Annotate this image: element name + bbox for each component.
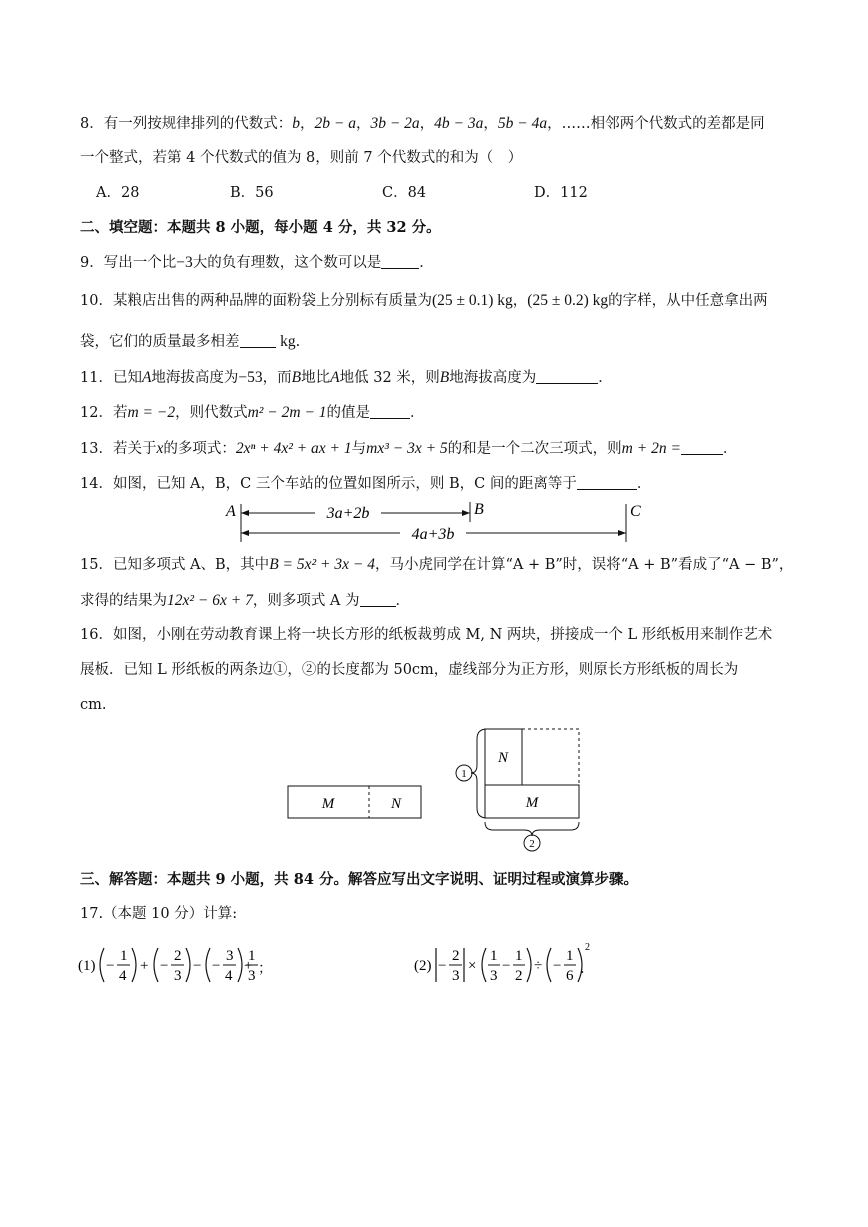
svg-text:2: 2: [529, 838, 535, 850]
svg-text:3: 3: [248, 968, 256, 984]
q16-line1: 16．如图，小刚在劳动教育课上将一块长方形的纸板裁剪成 M, N 两块，拼接成一个 L 形纸板用来制作艺术: [80, 627, 773, 643]
answer-blank: [577, 475, 637, 490]
arrow-left-icon: [241, 530, 249, 536]
label-bottom: 4a+3b: [411, 526, 455, 543]
point-a: A: [226, 503, 236, 520]
dashed-square: [522, 729, 579, 785]
svg-text:4: 4: [225, 968, 233, 984]
svg-text:3: 3: [452, 968, 460, 984]
q10-line1: 10．某粮店出售的两种品牌的面粉袋上分别标有质量为(25 ± 0.1) kg，(25 ± 0.2) kg的字样，从中任意拿出两: [80, 292, 768, 309]
q8-option-a: A．28: [96, 185, 140, 201]
brace-bottom: [485, 822, 579, 836]
section-3-heading: 三、解答题：本题共 9 小题，共 84 分。解答应写出文字说明、证明过程或演算步骤。: [80, 871, 638, 888]
q17-part2-end: .: [580, 961, 585, 977]
svg-text:6: 6: [566, 968, 574, 984]
svg-text:1: 1: [515, 948, 523, 964]
svg-text:−: −: [438, 958, 447, 974]
svg-text:−: −: [160, 958, 169, 974]
svg-text:+: +: [140, 958, 149, 974]
board-rect: [288, 786, 421, 818]
q16-board-diagram: [280, 722, 600, 852]
svg-text:−: −: [193, 958, 202, 974]
svg-text:÷: ÷: [534, 958, 543, 974]
q15-line1: 15．已知多项式 A、B，其中B = 5x² + 3x − 4，马小虎同学在计算“A + B”时，误将“A + B”看成了“A − B”，: [80, 556, 794, 573]
point-c: C: [630, 503, 641, 520]
svg-text:(1): (1): [78, 958, 96, 974]
svg-text:−: −: [106, 958, 115, 974]
arrow-left-icon: [241, 510, 249, 516]
answer-blank: [240, 333, 276, 348]
l-m-label: M: [525, 795, 539, 811]
answer-blank: [381, 254, 419, 269]
q17-title: 17.（本题 10 分）计算:: [80, 906, 238, 922]
svg-text:3: 3: [226, 948, 234, 964]
piece-m-label: M: [321, 796, 335, 812]
answer-blank: [536, 369, 598, 384]
q10-line2: 袋，它们的质量最多相差 kg.: [80, 333, 301, 350]
svg-text:+: +: [244, 958, 253, 974]
q17-part1-end: ；: [258, 961, 273, 977]
q12: 12．若m = −2，则代数式m² − 2m − 1的值是 ．: [80, 404, 425, 421]
arrow-right-icon: [618, 530, 626, 536]
q17-part1-expression: [78, 940, 278, 990]
answer-blank: [360, 592, 396, 607]
q8-line1: 8．有一列按规律排列的代数式：b，2b − a，3b − 2a，4b − 3a，5b − 4a，……相邻两个代数式的差都是同: [80, 115, 765, 132]
arrow-right-icon: [462, 510, 470, 516]
svg-text:3: 3: [490, 968, 498, 984]
svg-text:1: 1: [120, 948, 128, 964]
svg-text:−: −: [212, 958, 221, 974]
label-top: 3a+2b: [326, 505, 370, 522]
q8-option-c: C．84: [382, 185, 427, 201]
svg-text:3: 3: [174, 968, 182, 984]
q8-line2: 一个整式，若第 4 个代数式的值为 8，则前 7 个代数式的和为（ ）: [80, 150, 523, 166]
svg-text:1: 1: [490, 948, 498, 964]
svg-text:2: 2: [585, 942, 590, 953]
q16-line3: cm.: [80, 697, 107, 713]
q8-option-b: B．56: [230, 185, 274, 201]
answer-blank: [370, 404, 410, 419]
svg-text:−: −: [502, 958, 511, 974]
svg-text:×: ×: [468, 958, 477, 974]
q8-option-d: D．112: [534, 185, 588, 201]
svg-text:1: 1: [248, 948, 256, 964]
svg-text:1: 1: [566, 948, 574, 964]
svg-text:1: 1: [461, 768, 467, 780]
q15-line2: 求得的结果为12x² − 6x + 7，则多项式 A 为 ．: [80, 592, 411, 609]
section-2-heading: 二、填空题：本题共 8 小题，每小题 4 分，共 32 分。: [80, 219, 441, 236]
svg-text:2: 2: [452, 948, 460, 964]
svg-text:2: 2: [174, 948, 182, 964]
svg-text:(2): (2): [414, 958, 432, 974]
svg-text:−: −: [553, 958, 562, 974]
q13: 13．若关于x的多项式：2xⁿ + 4x² + ax + 1与mx³ − 3x + 5的和是一个二次三项式，则m + 2n = ．: [80, 440, 738, 457]
q14: 14．如图，已知 A，B，C 三个车站的位置如图所示，则 B，C 间的距离等于 ．: [80, 476, 652, 492]
q9: 9．写出一个比−3大的负有理数，这个数可以是 ．: [80, 254, 434, 271]
svg-text:2: 2: [515, 968, 523, 984]
answer-blank: [681, 440, 723, 455]
piece-n-label: N: [390, 796, 402, 812]
l-n-label: N: [497, 750, 509, 766]
q16-line2: 展板．已知 L 形纸板的两条边①，②的长度都为 50cm，虚线部分为正方形，则原长方形纸板的周长为: [80, 662, 739, 678]
q17-part2-expression: [414, 940, 594, 990]
q14-station-diagram: [220, 496, 650, 546]
svg-text:4: 4: [119, 968, 127, 984]
q11: 11．已知A地海拔高度为−53，而B地比A地低 32 米，则B地海拔高度为 ．: [80, 369, 613, 386]
point-b: B: [474, 501, 484, 518]
